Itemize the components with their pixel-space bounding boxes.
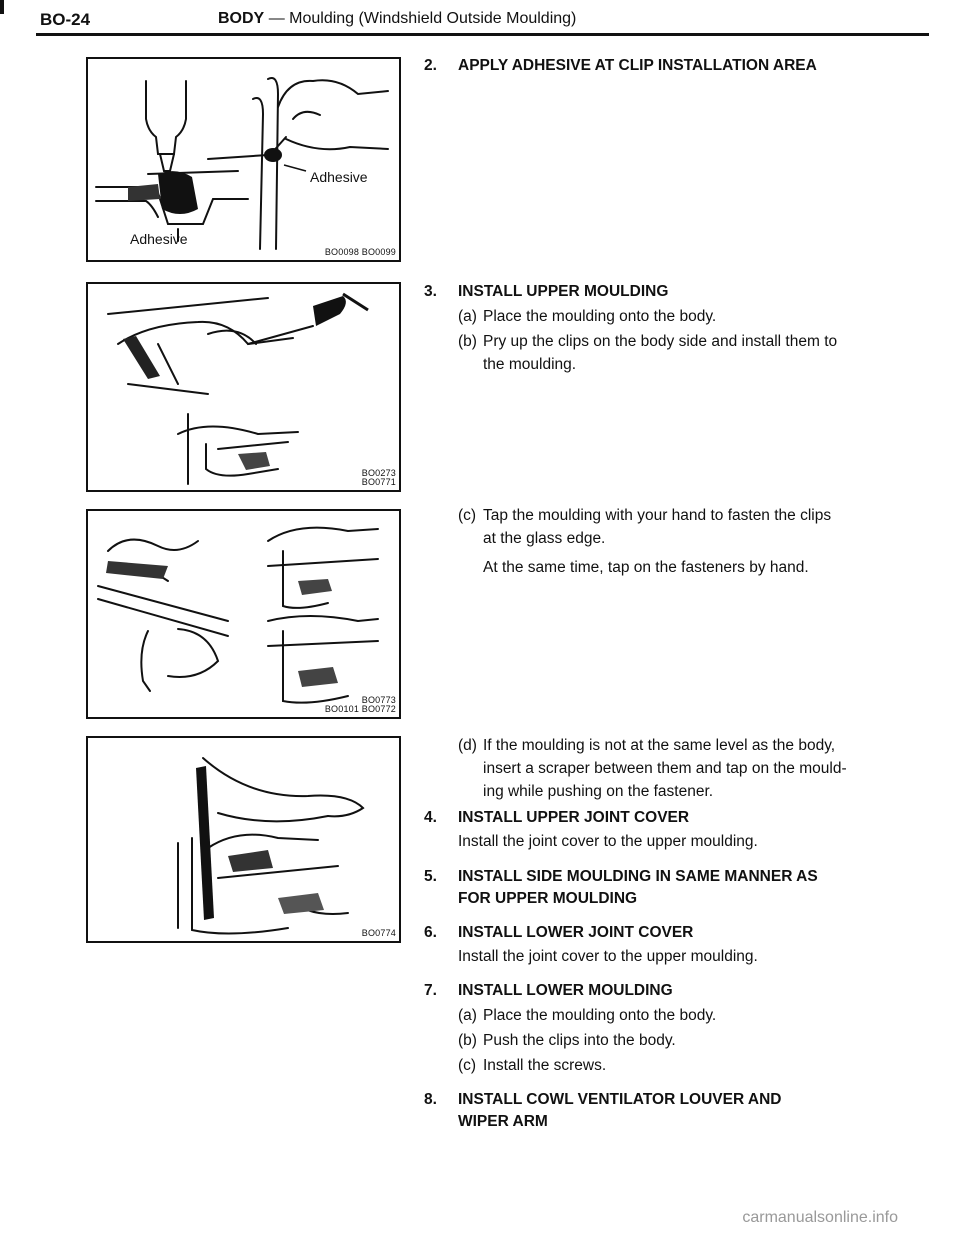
step-number: 7. bbox=[424, 982, 437, 999]
step-title: INSTALL UPPER MOULDING bbox=[458, 283, 669, 300]
figure-code-line1: BO0273 bbox=[361, 468, 396, 478]
sub-letter: (c) bbox=[458, 1057, 477, 1074]
figure-code-line2: BO0771 bbox=[361, 477, 396, 487]
footer-watermark: carmanualsonline.info bbox=[742, 1209, 898, 1226]
sub-letter: (d) bbox=[458, 737, 477, 754]
adhesive-callout-right: Adhesive bbox=[310, 169, 368, 185]
sub-text-line1: Pry up the clips on the body side and install them to bbox=[483, 333, 838, 350]
step-4-text: Install the joint cover to the upper moulding. bbox=[458, 833, 758, 850]
sub-letter: (b) bbox=[458, 333, 477, 350]
figure-adhesive bbox=[86, 57, 401, 262]
sub-text: Place the moulding onto the body. bbox=[483, 308, 717, 325]
figure-scraper bbox=[86, 736, 401, 943]
sub-text: Push the clips into the body. bbox=[483, 1032, 676, 1049]
sub-text-line2: insert a scraper between them and tap on the mould- bbox=[483, 760, 847, 777]
figure-code: BO0774 bbox=[361, 928, 396, 938]
sub-text: Install the screws. bbox=[483, 1057, 607, 1074]
sub-text-line3: ing while pushing on the fastener. bbox=[483, 783, 714, 800]
step-number: 3. bbox=[424, 283, 437, 300]
step-number: 4. bbox=[424, 809, 437, 826]
page-number: BO-24 bbox=[40, 10, 91, 29]
header-rule bbox=[36, 33, 929, 36]
header-section: BODY bbox=[218, 10, 265, 27]
corner-mark bbox=[0, 0, 4, 14]
sub-note: At the same time, tap on the fasteners by hand. bbox=[483, 559, 809, 576]
scraper-illustration bbox=[88, 738, 399, 941]
figure-code bbox=[362, 469, 396, 487]
header-subtitle: — Moulding (Windshield Outside Moulding) bbox=[268, 10, 577, 27]
pry-clips-illustration bbox=[88, 284, 399, 490]
step-6-text: Install the joint cover to the upper moulding. bbox=[458, 948, 758, 965]
step-title: INSTALL LOWER JOINT COVER bbox=[458, 924, 694, 941]
step-title-line1: INSTALL COWL VENTILATOR LOUVER AND bbox=[458, 1091, 782, 1108]
figure-code-line2: BO0101 BO0772 bbox=[324, 704, 396, 714]
figure-code-line1: BO0773 bbox=[361, 695, 396, 705]
step-number: 2. bbox=[424, 57, 437, 74]
page-header-title bbox=[218, 10, 576, 28]
figure-tap-moulding bbox=[86, 509, 401, 719]
sub-letter: (a) bbox=[458, 308, 477, 325]
step-title: APPLY ADHESIVE AT CLIP INSTALLATION AREA bbox=[458, 57, 817, 74]
step-title: INSTALL LOWER MOULDING bbox=[458, 982, 673, 999]
sub-letter: (a) bbox=[458, 1007, 477, 1024]
figure-code: BO0098 BO0099 bbox=[324, 247, 396, 257]
tap-moulding-illustration bbox=[88, 511, 399, 717]
step-title-line2: FOR UPPER MOULDING bbox=[458, 890, 638, 907]
figure-code bbox=[325, 696, 396, 714]
step-title-line1: INSTALL SIDE MOULDING IN SAME MANNER AS bbox=[458, 868, 818, 885]
step-number: 8. bbox=[424, 1091, 437, 1108]
sub-letter: (b) bbox=[458, 1032, 477, 1049]
adhesive-illustration bbox=[88, 59, 399, 260]
sub-text-line2: the moulding. bbox=[483, 356, 577, 373]
step-title: INSTALL UPPER JOINT COVER bbox=[458, 809, 690, 826]
step-number: 6. bbox=[424, 924, 437, 941]
sub-text-line2: at the glass edge. bbox=[483, 530, 606, 547]
sub-letter: (c) bbox=[458, 507, 477, 524]
step-title-line2: WIPER ARM bbox=[458, 1113, 548, 1130]
sub-text: Place the moulding onto the body. bbox=[483, 1007, 717, 1024]
adhesive-callout-left: Adhesive bbox=[130, 231, 188, 247]
sub-text-line1: Tap the moulding with your hand to fasten the clips bbox=[483, 507, 832, 524]
step-number: 5. bbox=[424, 868, 437, 885]
figure-install-upper-moulding bbox=[86, 282, 401, 492]
sub-text-line1: If the moulding is not at the same level as the body, bbox=[483, 737, 836, 754]
